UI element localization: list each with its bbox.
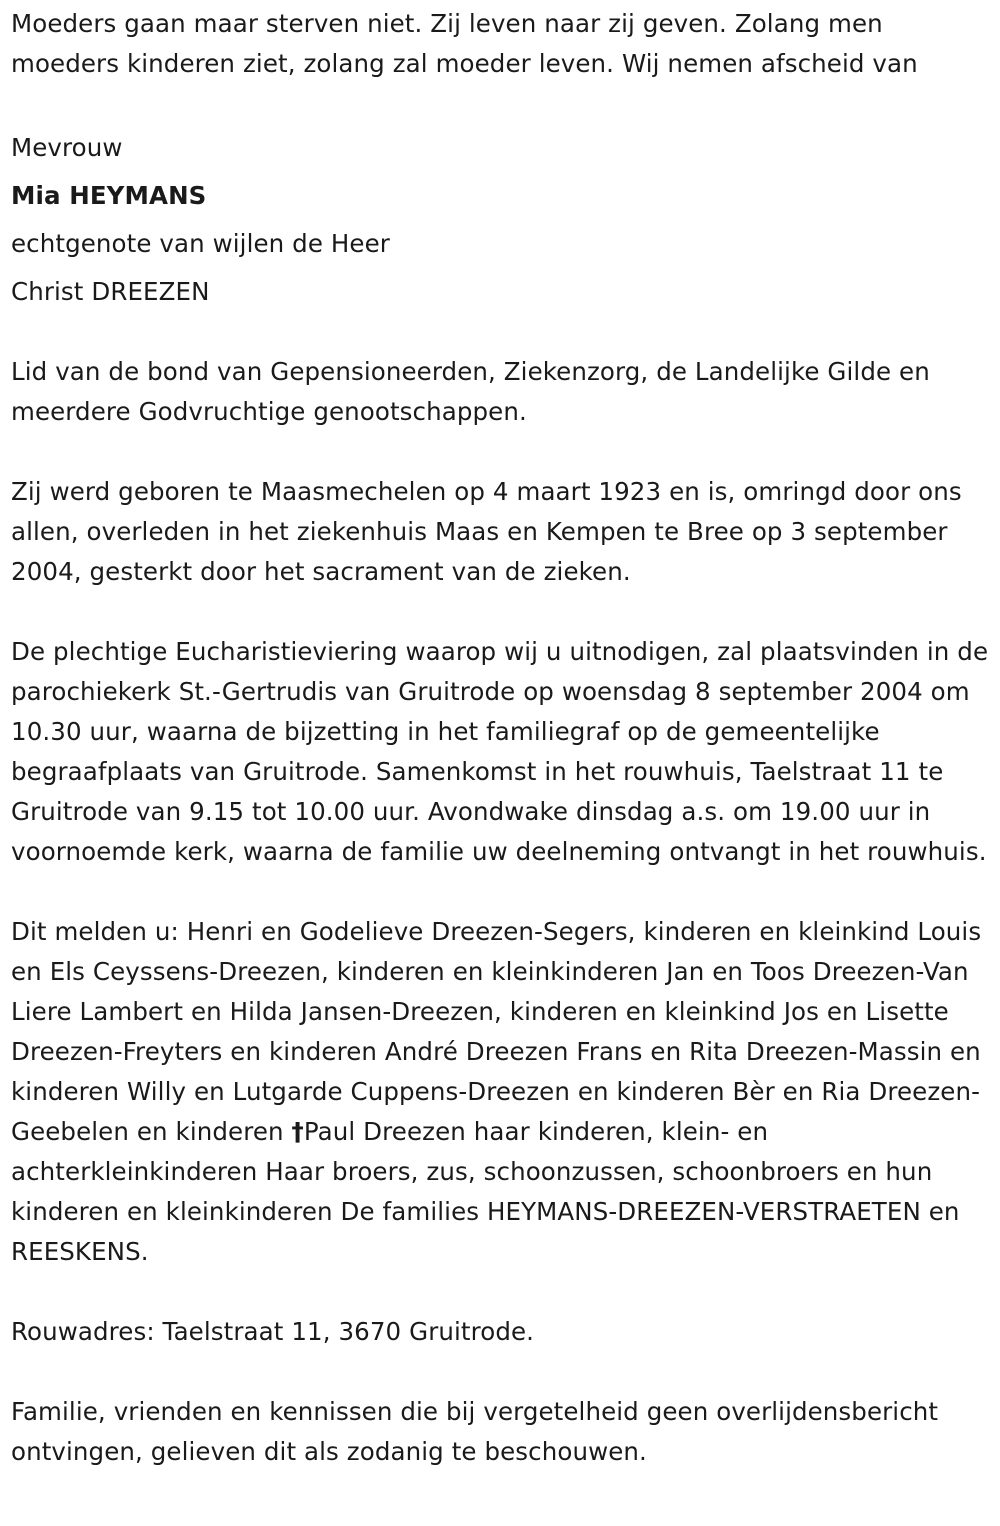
spacer [11, 1352, 996, 1392]
life-text: Zij werd geboren te Maasmechelen op 4 maart 1923 en is, omringd door ons allen, overleden in het ziekenhuis Maas en Kempen te Bree op 3 september 2004, gesterkt door het sacrament van de zieken. [11, 477, 962, 586]
relation-text: echtgenote van wijlen de Heer [11, 229, 390, 258]
address-text: Rouwadres: Taelstraat 11, 3670 Gruitrode. [11, 1317, 535, 1346]
family-text-part-1: Dit melden u: Henri en Godelieve Dreezen-Segers, kinderen en kleinkind Louis en Els Ceyssens-Dreezen, kinderen en kleinkinderen Jan en Toos Dreezen-Van Liere Lambert en Hilda Jansen-Dreezen, kinderen en kleinkind Jos en Lisette Dreezen-Freyters en kinderen André Dreezen Frans en Rita Dreezen-Massin en kinderen Willy en Lutgarde Cuppens-Dreezen en kinderen Bèr en Ria Dreezen-Geebelen en kinderen [11, 917, 982, 1146]
spacer [11, 316, 996, 352]
ceremony-text: De plechtige Eucharistieviering waarop wij u uitnodigen, zal plaatsvinden in de parochiekerk St.-Gertrudis van Gruitrode op woensdag 8 september 2004 om 10.30 uur, waarna de bijzetting in het familiegraf op de gemeentelijke begraafplaats van Gruitrode. Samenkomst in het rouwhuis, Taelstraat 11 te Gruitrode van 9.15 tot 10.00 uur. Avondwake dinsdag a.s. om 19.00 uur in voornoemde kerk, waarna de familie uw deelneming ontvangt in het rouwhuis. [11, 637, 989, 866]
memberships-text: Lid van de bond van Gepensioneerden, Ziekenzorg, de Landelijke Gilde en meerdere Godvruchtige genootschappen. [11, 357, 930, 426]
spacer [11, 1272, 996, 1312]
spacer [11, 84, 996, 124]
spacer [11, 872, 996, 912]
deceased-name: Mia HEYMANS [11, 181, 207, 210]
spacer [11, 432, 996, 472]
closing-text: Familie, vrienden en kennissen die bij vergetelheid geen overlijdensbericht ontvingen, gelieven dit als zodanig te beschouwen. [11, 1397, 939, 1466]
spacer [11, 592, 996, 632]
cross-icon: † [291, 1117, 304, 1146]
family-text [11, 912, 996, 1272]
obituary-notice [11, 4, 996, 1472]
intro-text: Moeders gaan maar sterven niet. Zij leven naar zij geven. Zolang men moeders kinderen ziet, zolang zal moeder leven. Wij nemen afscheid van [11, 9, 918, 78]
family-text-part-2: Paul Dreezen haar kinderen, klein- en achterkleinkinderen Haar broers, zus, schoonzussen, schoonbroers en hun kinderen en kleinkinderen De families HEYMANS-DREEZEN-VERSTRAETEN en REESKENS. [11, 1117, 960, 1266]
deceased-header [11, 124, 996, 316]
salutation: Mevrouw [11, 133, 123, 162]
spouse-name: Christ DREEZEN [11, 277, 210, 306]
